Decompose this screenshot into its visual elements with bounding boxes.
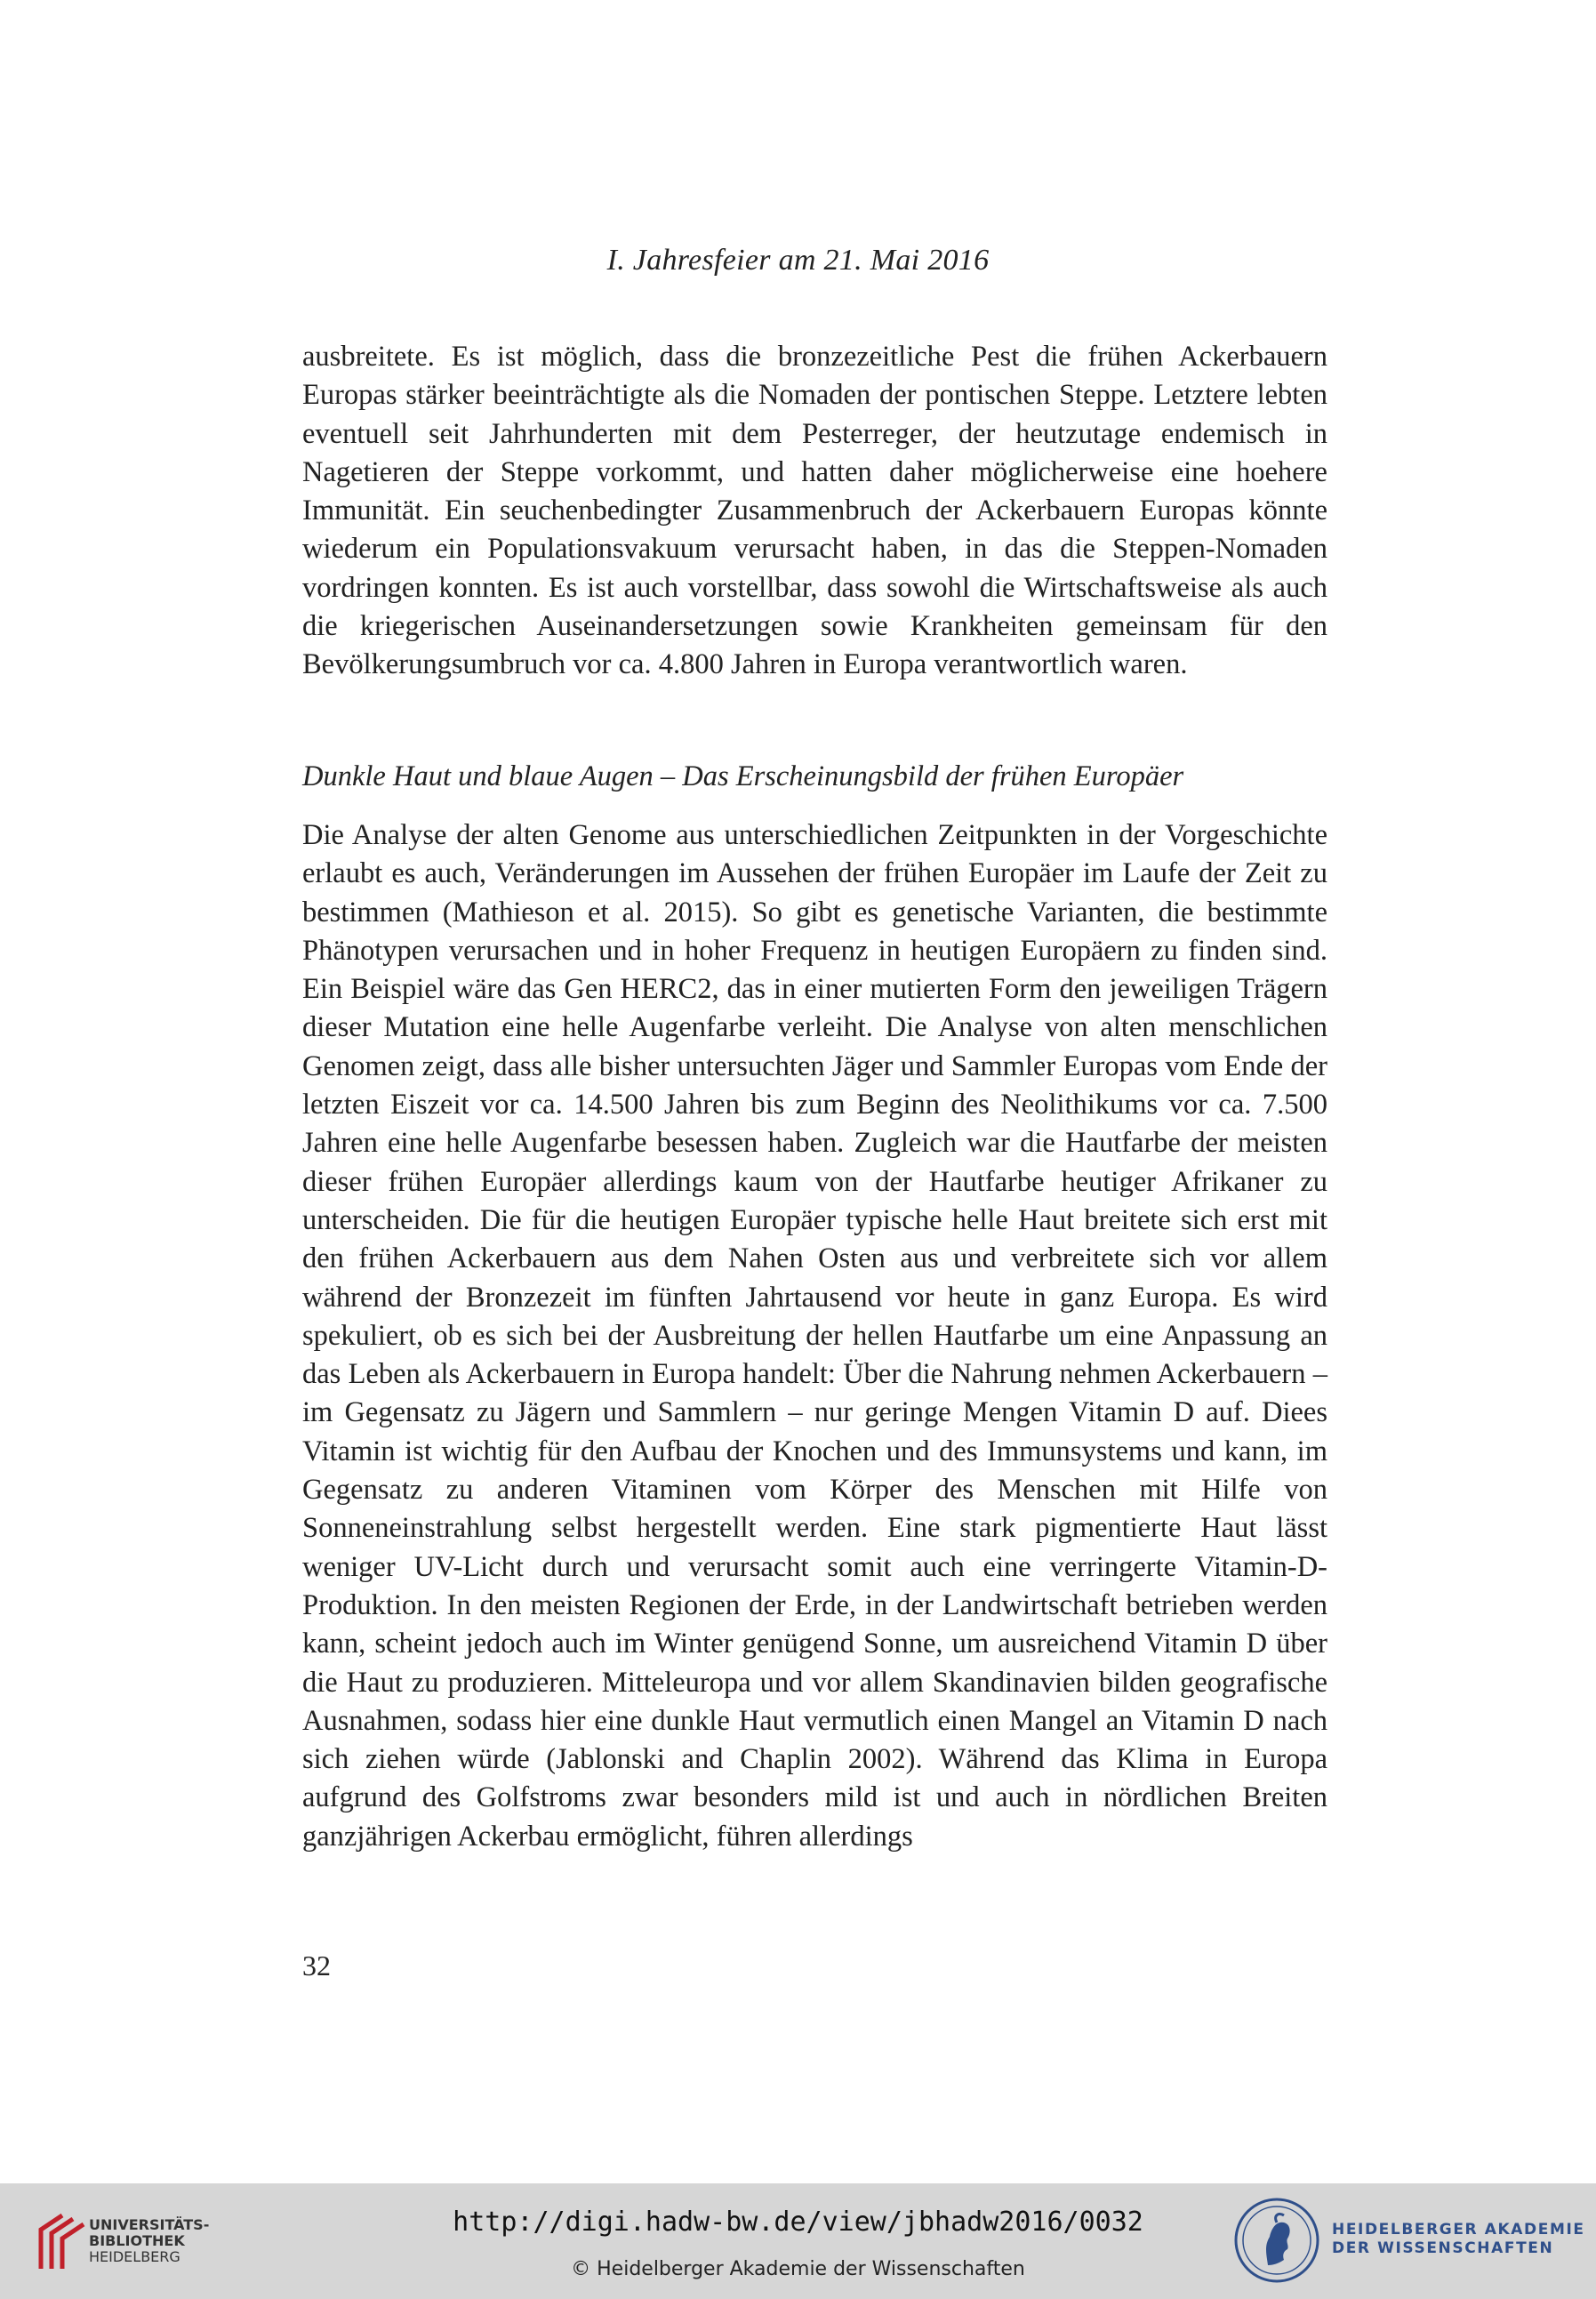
body-paragraph-1 bbox=[302, 338, 1327, 685]
academy-name-line: HEIDELBERGER AKADEMIE bbox=[1332, 2221, 1585, 2239]
running-title: I. Jahresfeier am 21. Mai 2016 bbox=[606, 244, 990, 277]
library-name-line: BIBLIOTHEK bbox=[89, 2232, 185, 2249]
academy-name bbox=[1332, 2221, 1585, 2258]
copyright-notice: © Heidelberger Akademie der Wissenschaften bbox=[571, 2258, 1025, 2280]
section-subheading: Dunkle Haut und blaue Augen – Das Erscheinungsbild der frühen Europäer bbox=[302, 760, 1184, 792]
digitization-footer bbox=[0, 2183, 1596, 2299]
academy-name-line: DER WISSENSCHAFTEN bbox=[1332, 2239, 1554, 2257]
library-name-line: UNIVERSITÄTS- bbox=[89, 2216, 210, 2233]
academy-seal-icon bbox=[1232, 2196, 1321, 2285]
body-paragraph-2 bbox=[302, 816, 1327, 1856]
paragraph-text: ausbreitete. Es ist möglich, dass die bronzezeitliche Pest die frühen Ackerbauern Europas stärker beeinträchtigte als die Nomaden der pontischen Steppe. Letztere lebten eventuell seit Jahrhunderten mit dem Pesterreger, der heutzutage endemisch in Nagetieren der Steppe vorkommt, und hatten daher möglicherweise eine hoehere Immunität. Ein seuchenbedingter Zusammenbruch der Ackerbauern Europas könnte wiederum ein Populationsvakuum verursacht haben, in das die Steppen-Nomaden vordringen konnten. Es ist auch vorstellbar, dass sowohl die Wirtschaftsweise als auch die kriegerischen Auseinandersetzungen sowie Krankheiten gemeinsam für den Bevölkerungsumbruch vor ca. 4.800 Jahren in Europa verantwortlich waren. bbox=[302, 341, 1327, 681]
page-number: 32 bbox=[302, 1949, 331, 1981]
paragraph-text: Die Analyse der alten Genome aus unterschiedlichen Zeitpunkten in der Vorgeschichte erlaubt es auch, Veränderungen im Aussehen der frühen Europäer im Laufe der Zeit zu bestimmen (Mathieson et al. 2015). So gibt es genetische Varianten, die bestimmte Phänotypen verursachen und in hoher Frequenz in heutigen Europäern zu finden sind. Ein Beispiel wäre das Gen HERC2, das in einer mutierten Form den jeweiligen Trägern dieser Mutation eine helle Augenfarbe verleiht. Die Analyse von alten menschlichen Genomen zeigt, dass alle bisher untersuchten Jäger und Sammler Europas vom Ende der letzten Eiszeit vor ca. 14.500 Jahren bis zum Beginn des Neolithikums vor ca. 7.500 Jahren eine helle Augenfarbe besessen haben. Zugleich war die Hautfarbe der meisten dieser frühen Europäer allerdings kaum von der Hautfarbe heutiger Afrikaner zu unterscheiden. Die für die heutigen Europäer typische helle Haut breitete sich erst mit den frühen Ackerbauern aus dem Nahen Osten aus und verbreitete sich vor allem während der Bronzezeit im fünften Jahrtausend vor heute in ganz Europa. Es wird spekuliert, ob es sich bei der Ausbreitung der hellen Hautfarbe um eine Anpassung an das Leben als Ackerbauern in Europa handelt: Über die Nahrung nehmen Ackerbauern – im Gegensatz zu Jägern und Sammlern – nur geringe Mengen Vitamin D auf. Diees Vitamin ist wichtig für den Aufbau der Knochen und des Immunsystems und kann, im Gegensatz zu anderen Vitaminen vom Körper des Menschen mit Hilfe von Sonneneinstrahlung selbst hergestellt werden. Eine stark pigmentierte Haut lässt weniger UV-Licht durch und verursacht somit auch eine verringerte Vitamin-D-Produktion. In den meisten Regionen der Erde, in der Landwirtschaft betrieben werden kann, scheint jedoch auch im Winter genügend Sonne, um ausreichend Vitamin D über die Haut zu produzieren. Mitteleuropa und vor allem Skandinavien bilden geografische Ausnahmen, sodass hier eine dunkle Haut vermutlich einen Mangel an Vitamin D nach sich ziehen würde (Jablonski and Chaplin 2002). Während das Klima in Europa aufgrund des Golfstroms zwar besonders mild ist und auch in nördlichen Breiten ganzjährigen Ackerbau ermöglicht, führen allerdings bbox=[302, 819, 1327, 1853]
library-name-line: HEIDELBERG bbox=[89, 2248, 180, 2265]
permalink-url[interactable]: http://digi.hadw-bw.de/view/jbhadw2016/0032 bbox=[453, 2207, 1143, 2238]
